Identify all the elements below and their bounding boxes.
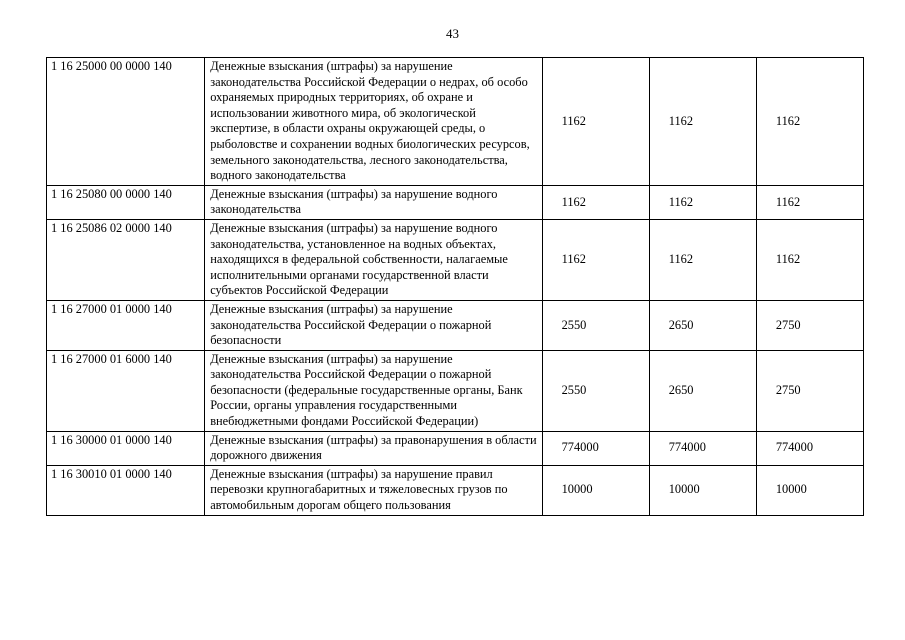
budget-table: [46, 57, 864, 516]
revenue-name: Денежные взыскания (штрафы) за нарушение правил перевозки крупногабаритных и тяжеловесных грузов по автомобильным дорогам общего пользования: [205, 465, 542, 515]
value-year-1: 1162: [542, 219, 649, 300]
value-year-1: 2550: [542, 350, 649, 431]
table-row: [47, 300, 864, 350]
budget-code: 1 16 25080 00 0000 140: [47, 185, 205, 219]
value-year-3: 774000: [756, 431, 863, 465]
table-row: [47, 58, 864, 186]
value-year-2: 2650: [649, 350, 756, 431]
budget-code: 1 16 30010 01 0000 140: [47, 465, 205, 515]
table-row: [47, 350, 864, 431]
value-year-3: 1162: [756, 58, 863, 186]
value-year-2: 774000: [649, 431, 756, 465]
page-number: 43: [446, 26, 459, 41]
value-year-2: 1162: [649, 185, 756, 219]
value-year-2: 10000: [649, 465, 756, 515]
value-year-1: 1162: [542, 185, 649, 219]
budget-code: 1 16 25000 00 0000 140: [47, 58, 205, 186]
value-year-2: 1162: [649, 219, 756, 300]
table-row: [47, 185, 864, 219]
value-year-1: 774000: [542, 431, 649, 465]
value-year-2: 2650: [649, 300, 756, 350]
value-year-2: 1162: [649, 58, 756, 186]
value-year-1: 2550: [542, 300, 649, 350]
value-year-3: 10000: [756, 465, 863, 515]
revenue-name: Денежные взыскания (штрафы) за правонарушения в области дорожного движения: [205, 431, 542, 465]
table-row: [47, 465, 864, 515]
value-year-3: 1162: [756, 185, 863, 219]
value-year-3: 1162: [756, 219, 863, 300]
value-year-3: 2750: [756, 300, 863, 350]
budget-code: 1 16 27000 01 6000 140: [47, 350, 205, 431]
table-row: [47, 219, 864, 300]
budget-code: 1 16 30000 01 0000 140: [47, 431, 205, 465]
revenue-name: Денежные взыскания (штрафы) за нарушение законодательства Российской Федерации о недрах, об особо охраняемых природных территориях, об охране и использовании животного мира, об экологической экспертизе, в области охраны окружающей среды, о рыболовстве и сохранении водных биологических ресурсов, земельного законодательства, лесного законодательства, водного законодательства: [205, 58, 542, 186]
table-row: [47, 431, 864, 465]
value-year-3: 2750: [756, 350, 863, 431]
budget-code: 1 16 25086 02 0000 140: [47, 219, 205, 300]
value-year-1: 1162: [542, 58, 649, 186]
budget-code: 1 16 27000 01 0000 140: [47, 300, 205, 350]
revenue-name: Денежные взыскания (штрафы) за нарушение законодательства Российской Федерации о пожарной безопасности (федеральные государственные органы, Банк России, органы управления государственными внебюджетными фондами Российской Федерации): [205, 350, 542, 431]
revenue-name: Денежные взыскания (штрафы) за нарушение водного законодательства, установленное на водных объектах, находящихся в федеральной собственности, налагаемые исполнительными органами государственной власти субъектов Российской Федерации: [205, 219, 542, 300]
revenue-name: Денежные взыскания (штрафы) за нарушение водного законодательства: [205, 185, 542, 219]
value-year-1: 10000: [542, 465, 649, 515]
revenue-name: Денежные взыскания (штрафы) за нарушение законодательства Российской Федерации о пожарной безопасности: [205, 300, 542, 350]
